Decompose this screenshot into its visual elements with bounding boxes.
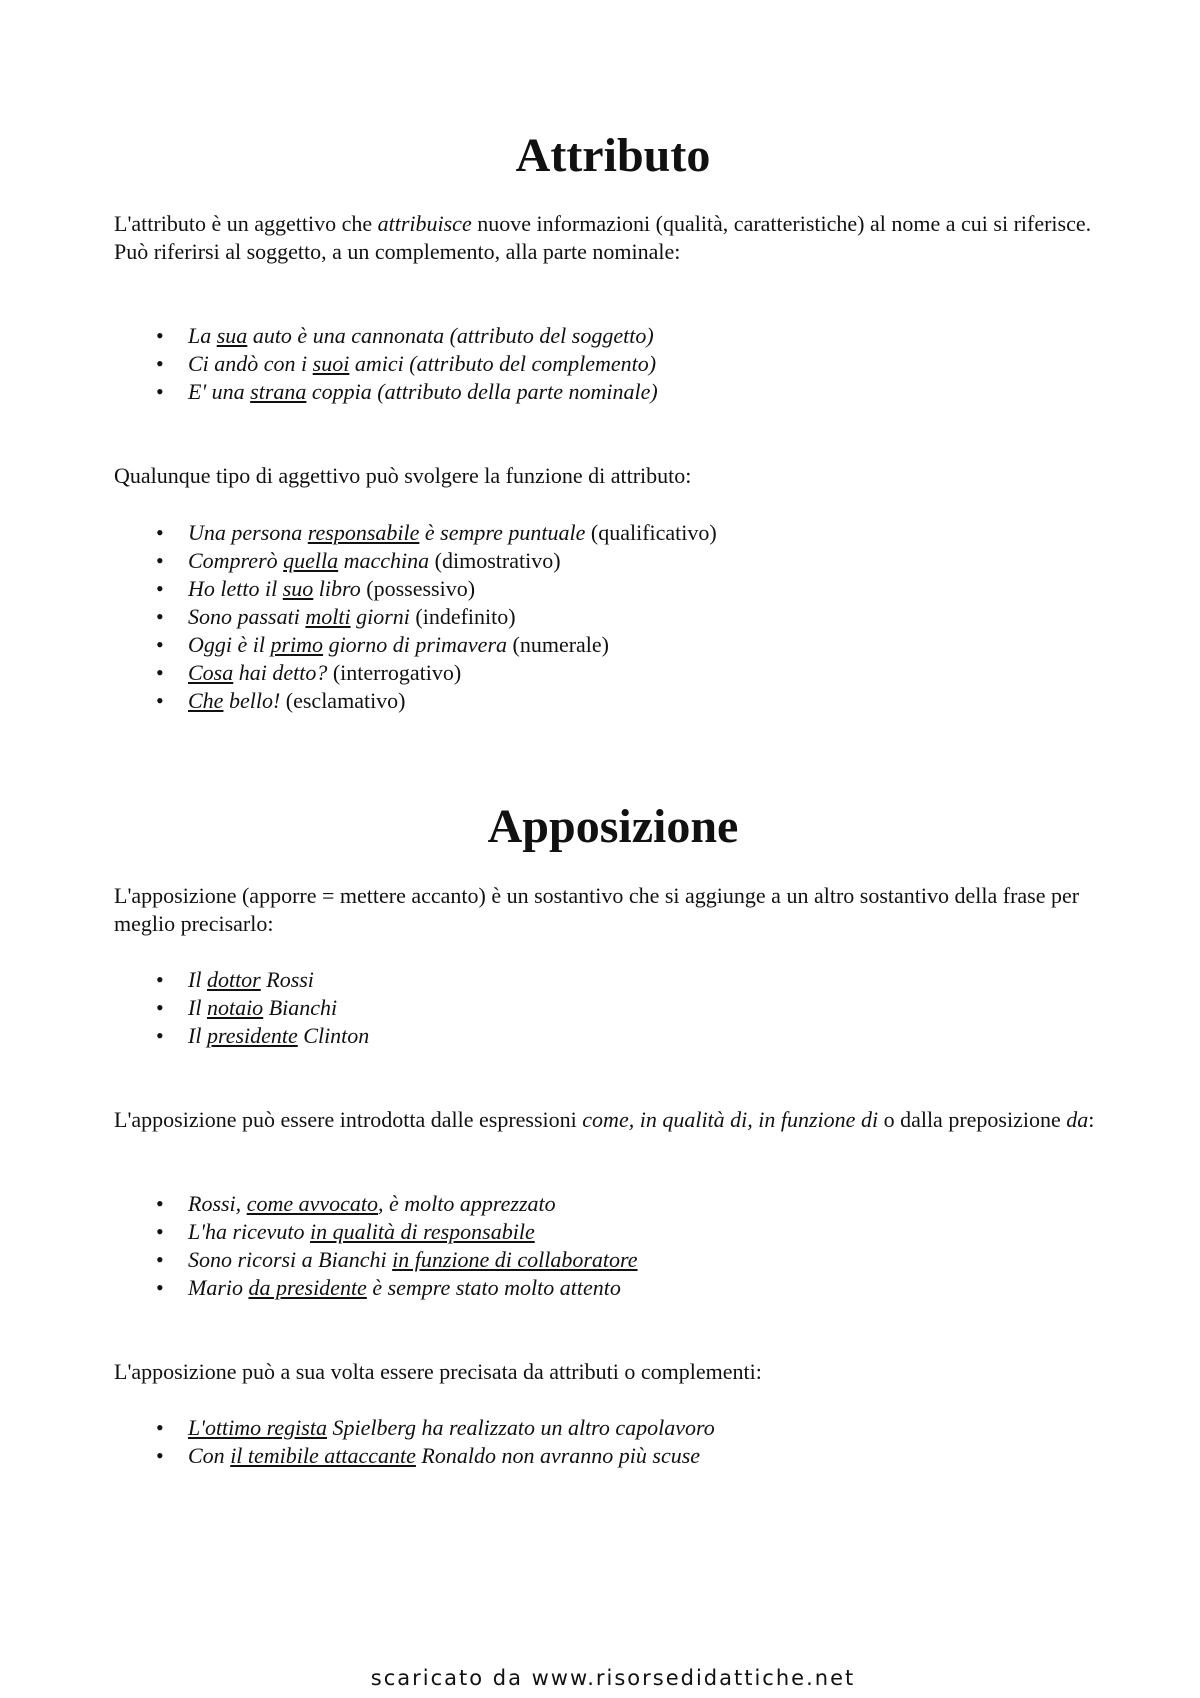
list-item xyxy=(148,322,1108,350)
example-underlined: molti xyxy=(305,604,351,629)
example-text: Oggi è il xyxy=(188,632,271,657)
type-note: (dimostrativo) xyxy=(429,548,561,573)
example-text: Ci andò con i xyxy=(188,351,313,376)
example-text: hai detto? xyxy=(233,660,328,685)
example-text: macchina xyxy=(338,548,430,573)
list-item xyxy=(148,1442,1108,1470)
example-text: Il xyxy=(188,967,207,992)
list-item xyxy=(148,575,1108,603)
example-underlined: L'ottimo regista xyxy=(188,1415,327,1440)
apposizione-examples-list xyxy=(148,966,1108,1050)
list-item xyxy=(148,1246,1108,1274)
example-underlined: sua xyxy=(216,323,248,348)
example-underlined: in qualità di responsabile xyxy=(310,1219,535,1244)
attributo-types-intro: Qualunque tipo di aggettivo può svolgere la funzione di attributo: xyxy=(114,463,692,488)
intro-text: o dalla preposizione xyxy=(878,1107,1067,1132)
list-item xyxy=(148,603,1108,631)
intro-italic: attribuisce xyxy=(377,211,472,236)
list-item xyxy=(148,547,1108,575)
example-underlined: strana xyxy=(250,379,307,404)
example-text: giorno di primavera xyxy=(323,632,508,657)
example-text: Comprerò xyxy=(188,548,284,573)
type-note: (qualificativo) xyxy=(585,520,717,545)
example-underlined: dottor xyxy=(206,967,261,992)
example-text: Sono ricorsi a Bianchi xyxy=(188,1247,393,1272)
attributo-intro-line1 xyxy=(114,210,1114,238)
example-text: La xyxy=(188,323,217,348)
example-text: Bianchi xyxy=(263,995,338,1020)
example-underlined: Che xyxy=(188,688,224,713)
list-item xyxy=(148,519,1108,547)
example-text: libro xyxy=(313,576,361,601)
list-item xyxy=(148,1218,1108,1246)
type-note: (esclamativo) xyxy=(280,688,406,713)
example-text: bello! xyxy=(223,688,281,713)
intro-italic: da xyxy=(1066,1107,1089,1132)
heading-attributo: Attributo xyxy=(515,129,711,182)
type-note: (indefinito) xyxy=(409,604,516,629)
example-text: L'ha ricevuto xyxy=(188,1219,311,1244)
example-underlined: da presidente xyxy=(248,1275,367,1300)
apposizione-intro3: L'apposizione può a sua volta essere precisata da attributi o complementi: xyxy=(114,1359,762,1384)
list-item xyxy=(148,1190,1108,1218)
example-text: Il xyxy=(188,995,207,1020)
example-text: Ronaldo non avranno più scuse xyxy=(415,1443,701,1468)
example-underlined: come avvocato xyxy=(246,1191,379,1216)
list-item xyxy=(148,994,1108,1022)
example-underlined: suo xyxy=(282,576,314,601)
footer-source: scaricato da www.risorsedidattiche.net xyxy=(370,1666,856,1690)
apposizione-intro: L'apposizione (apporre = mettere accanto) è un sostantivo che si aggiunge a un altro sostantivo della frase per meglio precisarlo: xyxy=(114,883,1080,936)
example-text: è sempre puntuale xyxy=(419,520,586,545)
apposizione-examples3-list xyxy=(148,1414,1108,1470)
list-item xyxy=(148,1022,1108,1050)
list-item xyxy=(148,378,1108,406)
example-text: coppia (attributo della parte nominale) xyxy=(306,379,658,404)
intro-text: L'attributo è un aggettivo che xyxy=(114,211,378,236)
list-item xyxy=(148,1414,1108,1442)
example-text: auto è una cannonata (attributo del soggetto) xyxy=(247,323,654,348)
example-text: è sempre stato molto attento xyxy=(366,1275,621,1300)
apposizione-intro2 xyxy=(114,1106,1114,1134)
example-text: , è molto apprezzato xyxy=(378,1191,556,1216)
example-underlined: in funzione di collaboratore xyxy=(392,1247,638,1272)
example-underlined: responsabile xyxy=(307,520,420,545)
example-underlined: primo xyxy=(270,632,324,657)
type-note: (numerale) xyxy=(507,632,610,657)
example-underlined: presidente xyxy=(206,1023,298,1048)
example-text: Spielberg ha realizzato un altro capolavoro xyxy=(326,1415,715,1440)
example-underlined: quella xyxy=(283,548,339,573)
intro-text: L'apposizione può essere introdotta dalle espressioni xyxy=(114,1107,583,1132)
attributo-intro-line2: Può riferirsi al soggetto, a un complemento, alla parte nominale: xyxy=(114,239,681,264)
list-item xyxy=(148,966,1108,994)
intro-italic: come, in qualità di, in funzione di xyxy=(582,1107,879,1132)
intro-text: : xyxy=(1088,1107,1095,1132)
list-item xyxy=(148,687,1108,715)
example-text: Ho letto il xyxy=(188,576,283,601)
example-underlined: Cosa xyxy=(188,660,234,685)
list-item xyxy=(148,350,1108,378)
example-text: Sono passati xyxy=(188,604,306,629)
type-note: (interrogativo) xyxy=(327,660,462,685)
list-item xyxy=(148,631,1108,659)
attributo-types-list xyxy=(148,519,1108,715)
example-text: Mario xyxy=(188,1275,249,1300)
intro-text: nuove informazioni (qualità, caratteristiche) al nome a cui si riferisce. xyxy=(471,211,1092,236)
example-text: Rossi, xyxy=(188,1191,247,1216)
list-item xyxy=(148,1274,1108,1302)
apposizione-examples2-list xyxy=(148,1190,1108,1302)
list-item xyxy=(148,659,1108,687)
example-text: Una persona xyxy=(188,520,308,545)
example-underlined: suoi xyxy=(312,351,350,376)
heading-apposizione: Apposizione xyxy=(487,800,739,853)
attributo-examples-list xyxy=(148,322,1108,406)
example-text: Con xyxy=(188,1443,231,1468)
type-note: (possessivo) xyxy=(360,576,476,601)
example-text: E' una xyxy=(188,379,251,404)
example-underlined: il temibile attaccante xyxy=(230,1443,416,1468)
example-underlined: notaio xyxy=(206,995,264,1020)
attributo-intro xyxy=(114,210,1114,266)
example-text: giorni xyxy=(350,604,410,629)
example-text: Rossi xyxy=(260,967,314,992)
example-text: amici (attributo del complemento) xyxy=(349,351,657,376)
example-text: Il xyxy=(188,1023,207,1048)
example-text: Clinton xyxy=(297,1023,370,1048)
